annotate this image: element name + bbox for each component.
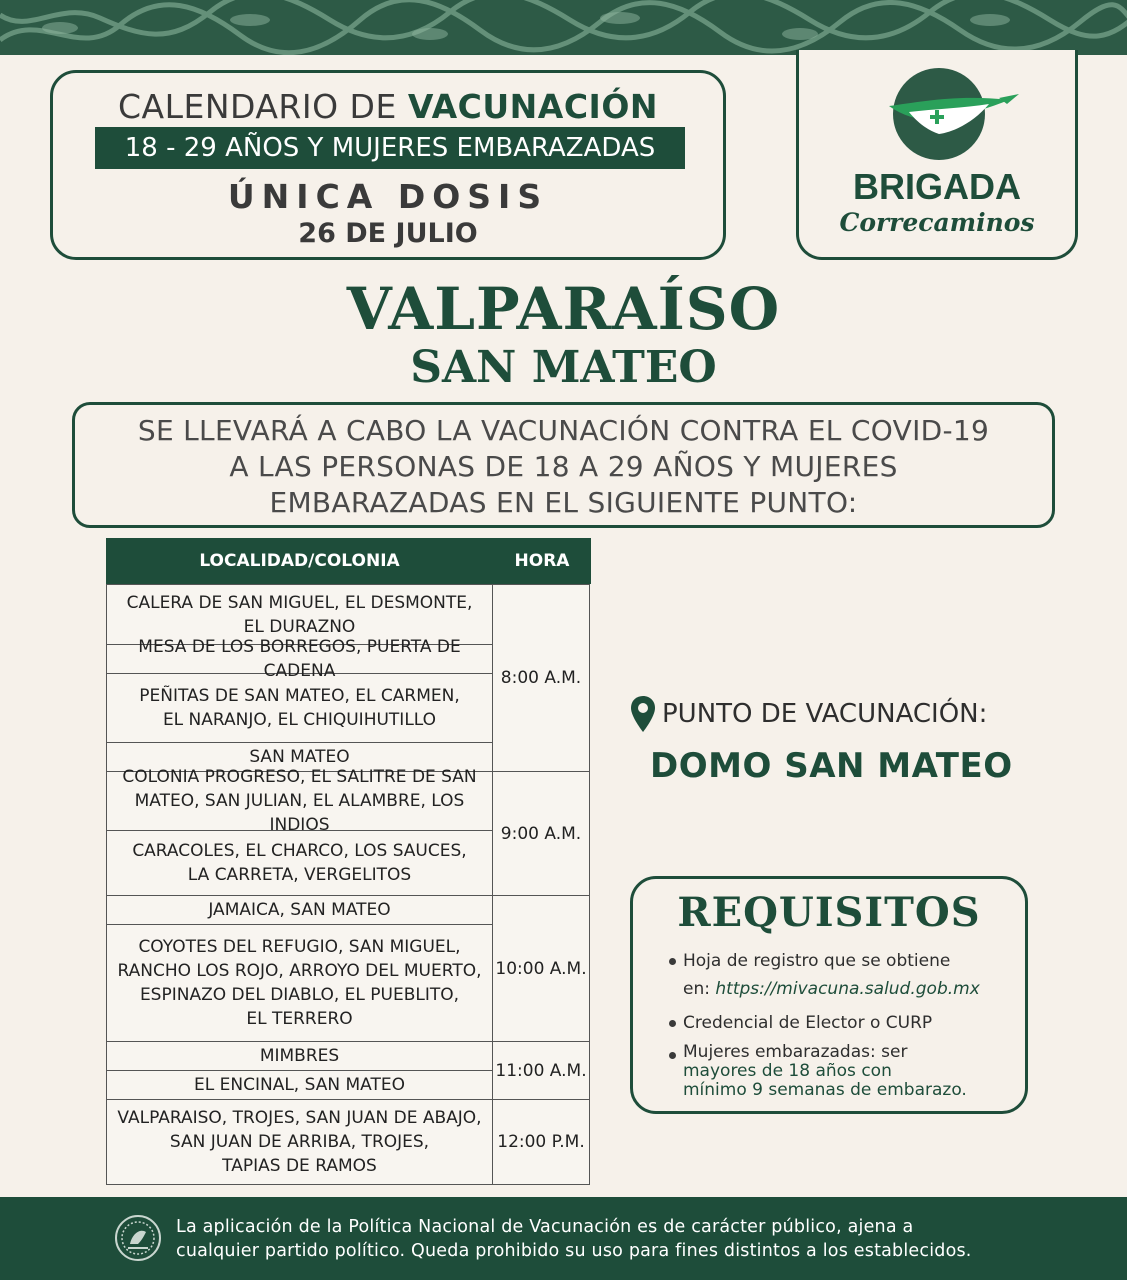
intro-notice [72,402,1055,528]
table-cell-locality: PEÑITAS DE SAN MATEO, EL CARMEN, EL NARANJO, EL CHIQUIHUTILLO [107,674,493,743]
brigada-subtitle: Correcaminos [839,208,1035,237]
registration-link[interactable]: https://mivacuna.salud.gob.mx [715,979,980,999]
requirement-item: Credencial de Elector o CURP [669,1011,932,1035]
footer-text: La aplicación de la Política Nacional de Vacunación es de carácter público, ajena a cualquier partido político. Queda prohibido su uso para fines distintos a los establecidos. [176,1217,972,1261]
table-cell-locality: VALPARAISO, TROJES, SAN JUAN DE ABAJO, SAN JUAN DE ARRIBA, TROJES, TAPIAS DE RAMOS [107,1100,493,1184]
municipality-title: VALPARAÍSO [346,275,781,343]
requirements-box [630,876,1028,1114]
table-cell-hour: 8:00 A.M. [493,585,589,772]
footer-disclaimer [0,1197,1127,1280]
campaign-date: 26 DE JULIO [298,218,478,249]
brigada-logo-box [796,50,1078,260]
table-cell-locality: COYOTES DEL REFUGIO, SAN MIGUEL, RANCHO LOS ROJO, ARROYO DEL MUERTO, ESPINAZO DEL DIABLO, EL PUEBLITO, EL TERRERO [107,925,493,1042]
campaign-header-box [50,70,726,260]
table-cell-locality: COLONIA PROGRESO, EL SALITRE DE SAN MATEO, SAN JULIAN, EL ALAMBRE, LOS INDIOS [107,772,493,831]
column-header-locality: LOCALIDAD/COLONIA [199,551,400,571]
requirement-item: Hoja de registro que se obtiene en: https://mivacuna.salud.gob.mx [669,949,980,1001]
schedule-table-header [106,538,591,584]
campaign-title: CALENDARIO DE VACUNACIÓN [117,87,658,126]
dose-label: ÚNICA DOSIS [227,177,549,216]
map-pin-icon [630,695,656,733]
table-cell-locality: CALERA DE SAN MIGUEL, EL DESMONTE, EL DURAZNO [107,585,493,645]
table-cell-hour: 10:00 A.M. [493,896,589,1042]
table-cell-hour: 9:00 A.M. [493,772,589,896]
table-cell-locality: MESA DE LOS BORREGOS, PUERTA DE CADENA [107,645,493,674]
table-cell-locality: JAMAICA, SAN MATEO [107,896,493,925]
locality-title: SAN MATEO [410,342,717,393]
intro-line: SE LLEVARÁ A CABO LA VACUNACIÓN CONTRA EL COVID-19 [137,414,990,447]
intro-line: A LAS PERSONAS DE 18 A 29 AÑOS Y MUJERES [229,450,898,483]
table-cell-locality: EL ENCINAL, SAN MATEO [107,1071,493,1100]
column-header-hour: HORA [514,551,570,571]
table-cell-hour: 12:00 P.M. [497,1132,585,1152]
roadrunner-logo [849,64,1029,164]
national-seal-icon [114,1214,162,1262]
intro-line: EMBARAZADAS EN EL SIGUIENTE PUNTO: [269,486,858,519]
vaccination-site-name: DOMO SAN MATEO [650,746,1013,786]
brigada-title: BRIGADA [853,166,1021,207]
table-cell-locality: SAN MATEO [107,743,493,772]
vaccination-point-text: PUNTO DE VACUNACIÓN: [662,699,988,729]
vaccination-point-label [630,695,1030,733]
requirements-title: REQUISITOS [677,889,981,936]
table-cell-locality: MIMBRES [107,1042,493,1071]
decorative-top-band [0,0,1127,55]
table-cell-locality: CARACOLES, EL CHARCO, LOS SAUCES, LA CARRETA, VERGELITOS [107,831,493,896]
table-cell-hour: 11:00 A.M. [493,1042,589,1100]
requirement-item: Mujeres embarazadas: ser mayores de 18 años con mínimo 9 semanas de embarazo. [669,1043,967,1100]
schedule-table [106,584,590,1185]
audience-banner: 18 - 29 AÑOS Y MUJERES EMBARAZADAS [95,127,685,169]
